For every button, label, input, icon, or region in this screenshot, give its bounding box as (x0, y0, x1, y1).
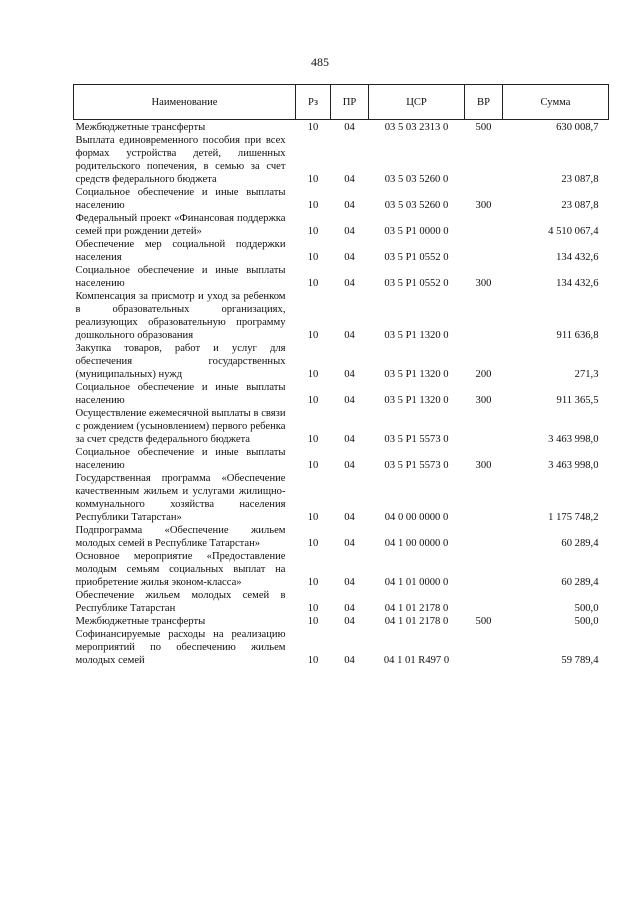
table-row (74, 407, 609, 446)
row-pr: 04 (344, 512, 355, 523)
row-csr: 03 5 P1 1320 0 (384, 395, 449, 406)
row-csr: 03 5 P1 0552 0 (384, 252, 449, 263)
row-rz: 10 (307, 252, 319, 263)
row-vr (465, 134, 503, 186)
row-name: Социальное обеспечение и иные выплаты населению (75, 382, 286, 406)
header-name: Наименование (74, 85, 296, 120)
row-csr: 03 5 P1 0000 0 (384, 226, 449, 237)
row-rz: 10 (307, 174, 319, 185)
row-vr: 300 (475, 395, 492, 406)
table-row (74, 120, 609, 135)
row-name: Государственная программа «Обеспечение качественным жильем и услугами жилищно-коммунального хозяйства населения Республики Татарстан» (75, 473, 286, 523)
table-row (74, 134, 609, 186)
row-name: Социальное обеспечение и иные выплаты населению (75, 265, 286, 289)
row-sum: 3 463 998,0 (548, 460, 599, 471)
table-row (74, 589, 609, 615)
row-name: Закупка товаров, работ и услуг для обеспечения государственных (муниципальных) нужд (75, 343, 286, 380)
header-vr: ВР (465, 85, 503, 120)
row-name: Обеспечение мер социальной поддержки населения (75, 239, 286, 263)
row-name: Социальное обеспечение и иные выплаты населению (75, 187, 286, 211)
row-csr: 03 5 03 5260 0 (384, 174, 449, 185)
header-csr: ЦСР (369, 85, 465, 120)
row-csr: 04 1 01 2178 0 (384, 616, 449, 627)
row-pr: 04 (344, 655, 355, 666)
row-sum: 911 636,8 (556, 330, 599, 341)
row-pr: 04 (344, 395, 355, 406)
row-name: Компенсация за присмотр и уход за ребенком в образовательных организациях, реализующих образовательную программу дошкольного образования (75, 291, 286, 341)
row-pr: 04 (344, 252, 355, 263)
table-row (74, 472, 609, 524)
row-vr (465, 524, 503, 550)
row-sum: 60 289,4 (561, 577, 599, 588)
row-pr: 04 (344, 200, 355, 211)
page-number: 485 (311, 55, 329, 69)
row-sum: 23 087,8 (561, 174, 599, 185)
row-name: Межбюджетные трансферты (75, 616, 206, 627)
row-sum: 271,3 (574, 369, 599, 380)
row-sum: 500,0 (574, 616, 599, 627)
row-rz: 10 (307, 278, 319, 289)
table-row (74, 212, 609, 238)
row-csr: 04 1 01 2178 0 (384, 603, 449, 614)
table-row (74, 615, 609, 628)
row-csr: 03 5 P1 5573 0 (384, 434, 449, 445)
row-pr: 04 (344, 603, 355, 614)
row-sum: 134 432,6 (556, 252, 599, 263)
row-rz: 10 (307, 538, 319, 549)
row-rz: 10 (307, 512, 319, 523)
row-name: Основное мероприятие «Предоставление молодым семьям социальных выплат на приобретение жилья эконом-класса» (75, 551, 286, 588)
budget-table (73, 84, 609, 667)
row-rz: 10 (307, 434, 319, 445)
table-row (74, 524, 609, 550)
row-csr: 03 5 P1 0552 0 (384, 278, 449, 289)
table-row (74, 342, 609, 381)
row-vr: 300 (475, 200, 492, 211)
row-vr (465, 472, 503, 524)
row-vr (465, 589, 503, 615)
row-name: Обеспечение жильем молодых семей в Республике Татарстан (75, 590, 286, 614)
row-pr: 04 (344, 538, 355, 549)
row-rz: 10 (307, 330, 319, 341)
row-sum: 500,0 (574, 603, 599, 614)
row-sum: 1 175 748,2 (548, 512, 599, 523)
row-vr: 300 (475, 278, 492, 289)
row-csr: 04 1 01 R497 0 (383, 655, 450, 666)
row-vr (465, 212, 503, 238)
row-csr: 03 5 P1 1320 0 (384, 330, 449, 341)
table-row (74, 238, 609, 264)
row-rz: 10 (307, 369, 319, 380)
table-row (74, 264, 609, 290)
row-rz: 10 (307, 200, 319, 211)
row-pr: 04 (344, 434, 355, 445)
row-csr: 03 5 03 2313 0 (384, 122, 449, 133)
row-sum: 630 008,7 (556, 122, 599, 133)
table-row (74, 186, 609, 212)
row-pr: 04 (344, 122, 355, 133)
row-pr: 04 (344, 577, 355, 588)
row-csr: 03 5 P1 1320 0 (384, 369, 449, 380)
row-vr (465, 238, 503, 264)
row-vr: 300 (475, 460, 492, 471)
row-vr (465, 628, 503, 667)
row-csr: 03 5 P1 5573 0 (384, 460, 449, 471)
row-sum: 4 510 067,4 (548, 226, 599, 237)
row-rz: 10 (307, 655, 319, 666)
row-sum: 60 289,4 (561, 538, 599, 549)
row-pr: 04 (344, 369, 355, 380)
row-sum: 911 365,5 (556, 395, 599, 406)
row-vr: 500 (475, 122, 492, 133)
row-name: Социальное обеспечение и иные выплаты населению (75, 447, 286, 471)
row-rz: 10 (307, 395, 319, 406)
row-rz: 10 (307, 616, 319, 627)
table-row (74, 550, 609, 589)
row-vr (465, 290, 503, 342)
table-row (74, 446, 609, 472)
row-pr: 04 (344, 278, 355, 289)
row-rz: 10 (307, 577, 319, 588)
table-header-row (74, 85, 609, 120)
row-rz: 10 (307, 460, 319, 471)
row-pr: 04 (344, 174, 355, 185)
row-csr: 04 1 00 0000 0 (384, 538, 449, 549)
row-name: Выплата единовременного пособия при всех формах устройства детей, лишенных родительского попечения, в семью за счет средств федерального бюджета (75, 135, 286, 185)
header-sum: Сумма (503, 85, 609, 120)
table-body (74, 120, 609, 668)
row-name: Софинансируемые расходы на реализацию мероприятий по обеспечению жильем молодых семей (75, 629, 286, 666)
table-row (74, 381, 609, 407)
row-name: Осуществление ежемесячной выплаты в связи с рождением (усыновлением) первого ребенка за счет средств федерального бюджета (75, 408, 286, 445)
row-sum: 59 789,4 (561, 655, 599, 666)
table-row (74, 290, 609, 342)
row-name: Федеральный проект «Финансовая поддержка семей при рождении детей» (75, 213, 286, 237)
row-vr: 500 (475, 616, 492, 627)
row-pr: 04 (344, 330, 355, 341)
table-row (74, 628, 609, 667)
row-csr: 04 0 00 0000 0 (384, 512, 449, 523)
row-name: Межбюджетные трансферты (75, 122, 206, 133)
row-vr (465, 407, 503, 446)
row-name: Подпрограмма «Обеспечение жильем молодых семей в Республике Татарстан» (75, 525, 286, 549)
row-csr: 03 5 03 5260 0 (384, 200, 449, 211)
row-vr (465, 550, 503, 589)
row-csr: 04 1 01 0000 0 (384, 577, 449, 588)
row-sum: 3 463 998,0 (548, 434, 599, 445)
header-pr: ПР (331, 85, 369, 120)
row-rz: 10 (307, 603, 319, 614)
row-pr: 04 (344, 226, 355, 237)
row-rz: 10 (307, 122, 319, 133)
row-sum: 23 087,8 (561, 200, 599, 211)
row-rz: 10 (307, 226, 319, 237)
row-sum: 134 432,6 (556, 278, 599, 289)
row-pr: 04 (344, 616, 355, 627)
row-vr: 200 (475, 369, 492, 380)
header-rz: Рз (296, 85, 331, 120)
row-pr: 04 (344, 460, 355, 471)
